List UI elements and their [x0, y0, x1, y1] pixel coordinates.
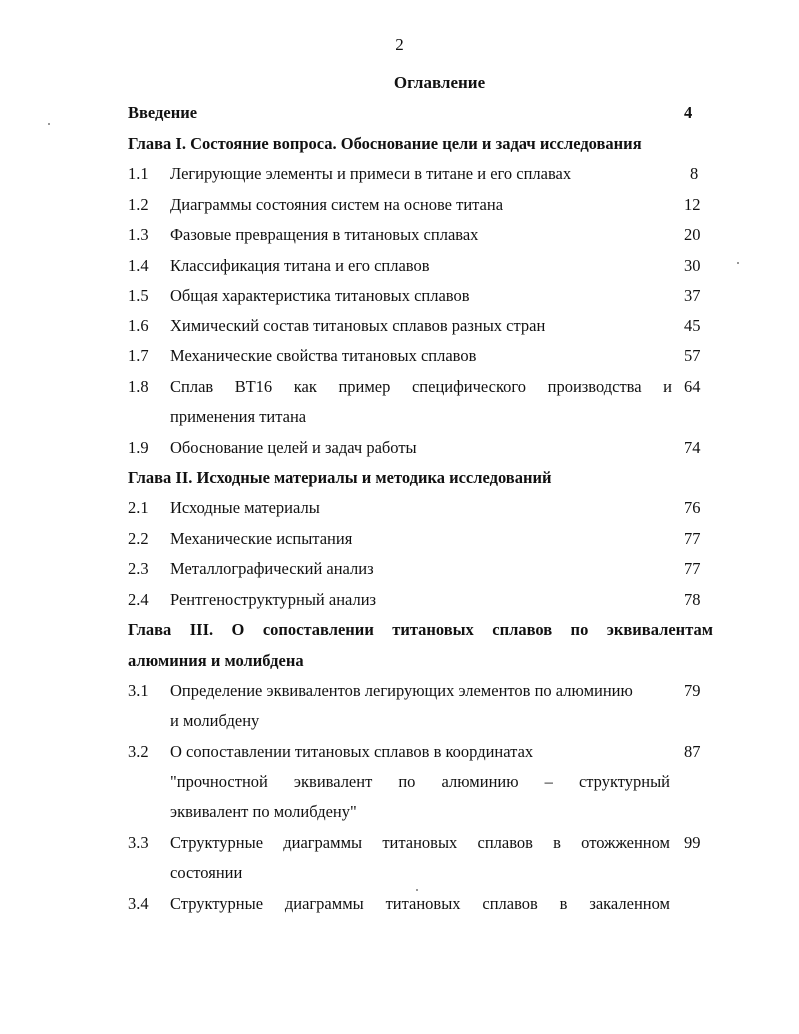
toc-item-3-3-continuation: состоянии	[170, 863, 243, 882]
item-page: 77	[684, 559, 701, 578]
item-number: 2.3	[128, 559, 149, 578]
item-number: 3.4	[128, 894, 149, 913]
item-number: 1.4	[128, 256, 149, 275]
item-page: 30	[684, 256, 701, 275]
scan-speck	[416, 889, 418, 891]
item-page: 79	[684, 681, 701, 700]
item-number: 1.9	[128, 438, 149, 457]
item-text: Структурные диаграммы титановых сплавов в отожженном	[170, 833, 670, 852]
item-text: Механические испытания	[170, 529, 353, 548]
item-page: 45	[684, 316, 701, 335]
item-number: 3.2	[128, 742, 149, 761]
item-text: Сплав ВТ16 как пример специфического производства и	[170, 377, 672, 396]
intro-page: 4	[684, 103, 693, 122]
item-page: 99	[684, 833, 701, 852]
item-page: 74	[684, 438, 701, 457]
item-page: 76	[684, 498, 701, 517]
item-number: 1.3	[128, 225, 149, 244]
item-page: 87	[684, 742, 701, 761]
scan-speck	[48, 123, 50, 125]
item-page: 77	[684, 529, 701, 548]
item-text: Фазовые превращения в титановых сплавах	[170, 225, 479, 244]
item-number: 2.4	[128, 590, 149, 609]
item-text: Диаграммы состояния систем на основе титана	[170, 195, 504, 214]
chapter-2-title-text: Глава II. Исходные материалы и методика исследований	[128, 468, 552, 487]
item-text: Металлографический анализ	[170, 559, 374, 578]
toc-item-1-8-continuation: применения титана	[170, 407, 307, 426]
item-text: Классификация титана и его сплавов	[170, 256, 430, 275]
item-text-line2: "прочностной эквивалент по алюминию – структурный	[170, 772, 670, 791]
item-page: 64	[684, 377, 701, 396]
item-number: 1.1	[128, 164, 149, 183]
item-number: 1.2	[128, 195, 149, 214]
item-text: Общая характеристика титановых сплавов	[170, 286, 470, 305]
item-page: 20	[684, 225, 701, 244]
scan-speck	[737, 262, 739, 264]
item-number: 2.2	[128, 529, 149, 548]
item-page: 78	[684, 590, 701, 609]
chapter-3-title[interactable]	[128, 620, 713, 640]
item-text: Химический состав титановых сплавов разных стран	[170, 316, 546, 335]
item-number: 3.3	[128, 833, 149, 852]
item-number: 1.5	[128, 286, 149, 305]
item-number: 1.6	[128, 316, 149, 335]
item-number: 3.1	[128, 681, 149, 700]
item-text: Легирующие элементы и примеси в титане и его сплавах	[170, 164, 572, 183]
item-page: 57	[684, 346, 701, 365]
item-number: 1.8	[128, 377, 149, 396]
toc-item-3-2-continuation-1	[170, 772, 670, 792]
toc-item-3-1-continuation: и молибдену	[170, 711, 260, 730]
page-number: 2	[395, 35, 404, 54]
toc-title: Оглавление	[393, 73, 486, 92]
item-number: 1.7	[128, 346, 149, 365]
item-text: Механические свойства титановых сплавов	[170, 346, 477, 365]
item-page: 8	[690, 164, 699, 183]
item-text: Исходные материалы	[170, 498, 320, 517]
chapter-3-title-line2: алюминия и молибдена	[128, 651, 304, 670]
item-page: 12	[684, 195, 701, 214]
item-page: 37	[684, 286, 701, 305]
intro-label: Введение	[128, 103, 198, 122]
chapter-3-title-line1: Глава III. О сопоставлении титановых сплавов по эквивалентам	[128, 620, 713, 639]
item-number: 2.1	[128, 498, 149, 517]
item-text: Обоснование целей и задач работы	[170, 438, 417, 457]
item-text: Структурные диаграммы титановых сплавов в закаленном	[170, 894, 670, 913]
toc-item-3-2-continuation-2: эквивалент по молибдену"	[170, 802, 357, 821]
item-text: Определение эквивалентов легирующих элементов по алюминию	[170, 681, 633, 700]
item-text: Рентгеноструктурный анализ	[170, 590, 377, 609]
item-text: О сопоставлении титановых сплавов в координатах	[170, 742, 534, 761]
chapter-1-title-text: Глава I. Состояние вопроса. Обоснование цели и задач исследования	[128, 134, 642, 153]
